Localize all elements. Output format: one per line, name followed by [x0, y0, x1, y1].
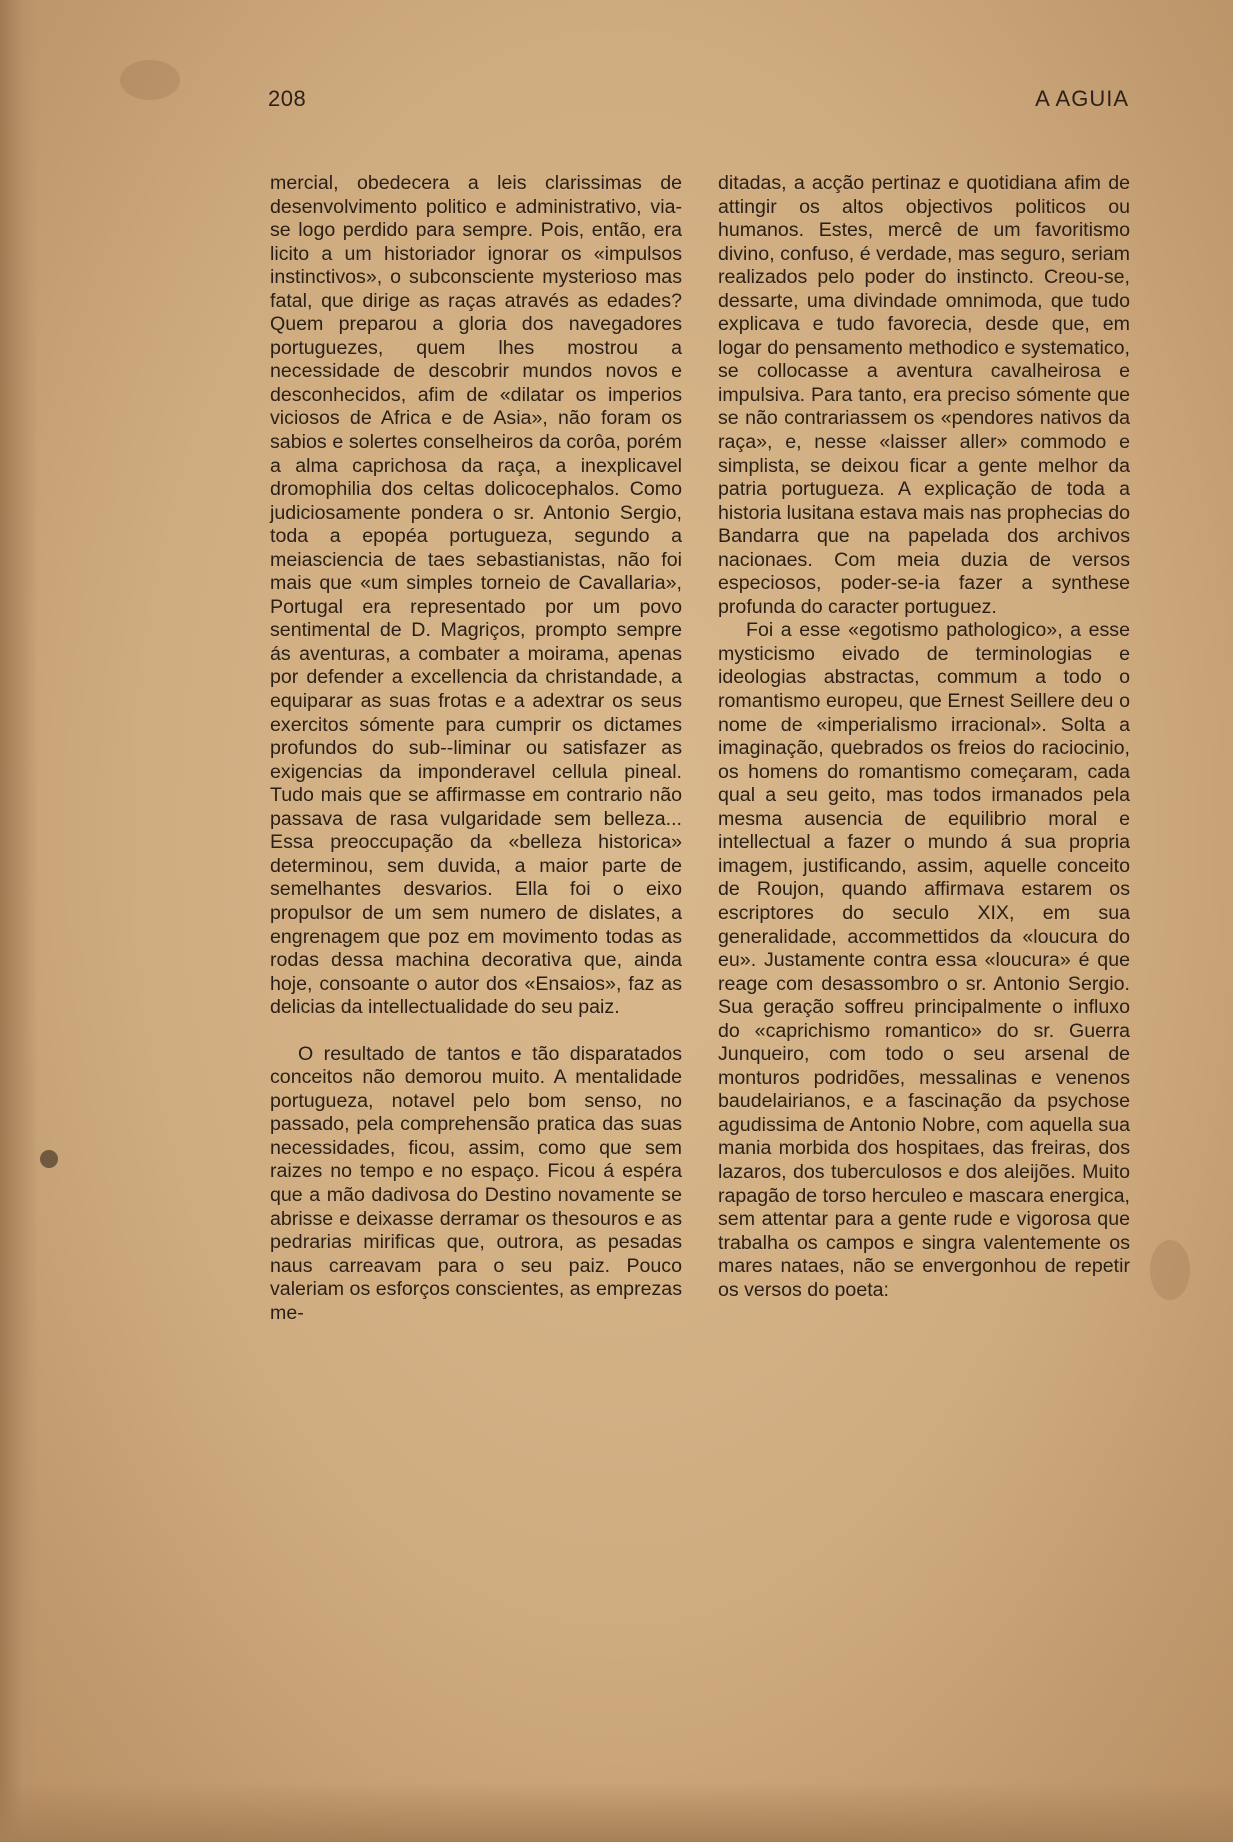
- paragraph: Foi a esse «egotismo pathologico», a esse mysticismo eivado de terminologias e ideologias abstractas, commum a todo o romantismo europeu, que Ernest Seillere deu o nome de «imperialismo irracional». Solta a imaginação, quebrados os freios do raciocinio, os homens do romantismo começaram, cada qual a seu geito, mas todos irmanados pela mesma ausencia de equilibrio moral e intellectual a fazer o mundo á sua propria imagem, justificando, assim, aquelle conceito de Roujon, quando affirmava estarem os escriptores do seculo XIX, em sua generalidade, accommettidos da «loucura do eu». Justamente contra essa «loucura» é que reage com desassombro o sr. Antonio Sergio. Sua geração soffreu principalmente o influxo do «caprichismo romantico» do sr. Guerra Junqueiro, com todo o seu arsenal de monturos podridões, messalinas e venenos baudelairianos, e a fascinação da psychose agudissima de Antonio Nobre, com aquella sua mania morbida dos hospitaes, das freiras, dos lazaros, dos tuberculosos e dos aleijões. Muito rapagão de torso herculeo e mascara energica, sem attentar para a gente rude e vigorosa que trabalha os campos e singra valentemente os mares nataes, não se envergonhou de repetir os versos do poeta:: [718, 619, 1130, 1301]
- page-number: 208: [268, 86, 307, 111]
- paragraph: O resultado de tantos e tão disparatados conceitos não demorou muito. A mentalidade portugueza, notavel pelo bom senso, no passado, pela comprehensão pratica das suas necessidades, ficou, assim, como que sem raizes no tempo e no espaço. Ficou á espéra que a mão dadivosa do Destino novamente se abrisse e deixasse derramar os thesouros e as pedrarias mirificas que, outrora, as pesadas naus carreavam para o seu paiz. Pouco valeriam os esforços conscientes, as emprezas me-: [270, 1042, 682, 1324]
- right-text-column: [718, 172, 1130, 1302]
- running-head: [0, 86, 1233, 116]
- page-bottom-shadow: [0, 1782, 1233, 1842]
- paper-stain: [1150, 1240, 1190, 1300]
- page-edge-shadow: [0, 0, 38, 1842]
- paragraph: ditadas, a acção pertinaz e quotidiana afim de attingir os altos objectivos politicos ou humanos. Estes, mercê de um favoritismo divino, confuso, é verdade, mas seguro, seriam realizados pelo poder do instincto. Creou-se, dessarte, uma divindade omnimoda, que tudo explicava e tudo favorecia, desde que, em logar do pensamento methodico e systematico, se collocasse a aventura cavalheirosa e impulsiva. Para tanto, era preciso sómente que se não contrariassem os «pendores nativos da raça», e, nesse «laisser aller» commodo e simplista, se deixou ficar a gente melhor da patria portugueza. A explicação de toda a historia lusitana estava mais nas prophecias do Bandarra que na papelada dos archivos nacionaes. Com meia duzia de versos especiosos, poder-se-ia fazer a synthese profunda do caracter portuguez.: [718, 172, 1130, 618]
- ink-spot: [40, 1150, 58, 1168]
- journal-title: A AGUIA: [1035, 86, 1129, 111]
- paragraph: mercial, obedecera a leis clarissimas de desenvolvimento politico e administrativo, via-se logo perdido para sempre. Pois, então, era licito a um historiador ignorar os «impulsos instinctivos», o subconsciente mysterioso mas fatal, que dirige as raças através as edades? Quem preparou a gloria dos navegadores portuguezes, quem lhes mostrou a necessidade de descobrir mundos novos e desconhecidos, afim de «dilatar os imperios viciosos de Africa e de Asia», não foram os sabios e solertes conselheiros da corôa, porém a alma caprichosa da raça, a inexplicavel dromophilia dos celtas dolicocephalos. Como judiciosamente pondera o sr. Antonio Sergio, toda a epopéa portugueza, segundo a meiasciencia de taes sebastianistas, não foi mais que «um simples torneio de Cavallaria», Portugal era representado por um povo sentimental de D. Magriços, prompto sempre ás aventuras, a combater a moirama, apenas por defender a excellencia da christandade, a equiparar as suas frotas e a adextrar os seus exercitos sómente para cumprir os dictames profundos do sub--liminar ou satisfazer as exigencias da imponderavel cellula pineal. Tudo mais que se affirmasse em contrario não passava de rasa vulgaridade sem belleza... Essa preoccupação da «belleza historica» determinou, sem duvida, a maior parte de semelhantes desvarios. Ella foi o eixo propulsor de um sem numero de dislates, a engrenagem que poz em movimento todas as rodas dessa machina decorativa que, ainda hoje, consoante o autor dos «Ensaios», faz as delicias da intellectualidade do seu paiz.: [270, 172, 682, 1019]
- left-text-column: [270, 172, 682, 1325]
